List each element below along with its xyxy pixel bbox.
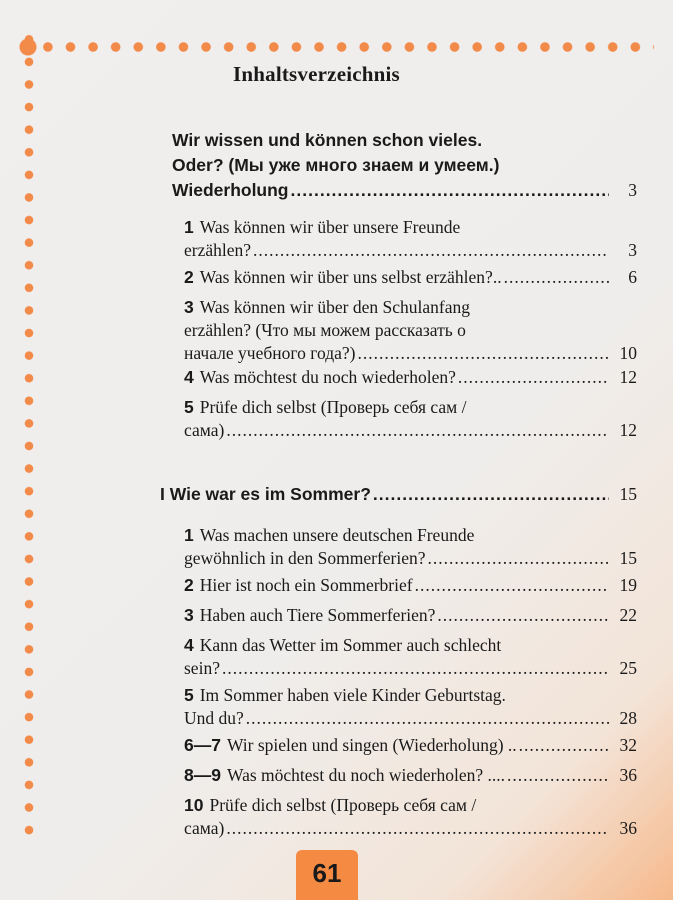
toc-line bbox=[184, 764, 637, 787]
dot-leader bbox=[517, 734, 609, 757]
entry-number: 1 bbox=[184, 525, 194, 545]
toc-line-text: sein? bbox=[184, 658, 220, 678]
toc-page-number: 25 bbox=[619, 658, 637, 678]
toc-entry[interactable] bbox=[184, 604, 637, 627]
toc-line-text: Und du? bbox=[184, 708, 244, 728]
dot-leader bbox=[220, 657, 609, 680]
decorative-dot-border-left bbox=[22, 28, 36, 838]
toc-page-number: 12 bbox=[619, 367, 637, 387]
dot-leader bbox=[502, 266, 609, 289]
section-heading[interactable] bbox=[160, 482, 637, 507]
toc-entry[interactable] bbox=[184, 216, 637, 262]
toc-line bbox=[184, 342, 637, 365]
toc-entry[interactable] bbox=[184, 764, 637, 787]
toc-line-text: Wiederholung bbox=[172, 180, 289, 200]
page-number: 61 bbox=[296, 850, 358, 900]
toc-line bbox=[184, 634, 637, 657]
toc-page-number: 36 bbox=[619, 818, 637, 838]
toc-page-number: 19 bbox=[619, 575, 637, 595]
toc-entry[interactable] bbox=[184, 266, 637, 289]
toc-line-text: Was machen unsere deutschen Freunde bbox=[199, 525, 475, 545]
toc-line-text: Was möchtest du noch wiederholen? bbox=[199, 367, 456, 387]
toc-line-text: Prüfe dich selbst (Проверь себя сам / bbox=[209, 795, 477, 815]
toc-page-number: 22 bbox=[619, 605, 637, 625]
toc-line bbox=[184, 657, 637, 680]
toc-line-text: Wir spielen und singen (Wiederholung) .. bbox=[226, 735, 517, 755]
toc-entry[interactable] bbox=[184, 296, 637, 365]
toc-line bbox=[184, 366, 637, 389]
toc-line-text: сама) bbox=[184, 818, 225, 838]
toc-line bbox=[184, 239, 637, 262]
dot-leader bbox=[413, 574, 609, 597]
entry-number: 8—9 bbox=[184, 765, 221, 785]
section-heading[interactable] bbox=[172, 128, 637, 203]
toc-line-text: Oder? (Мы уже много знаем и умеем.) bbox=[172, 155, 500, 175]
entry-number: 4 bbox=[184, 367, 194, 387]
dot-leader bbox=[371, 482, 609, 507]
toc-line-text: начале учебного года?) bbox=[184, 343, 356, 363]
toc-line bbox=[184, 604, 637, 627]
toc-entry[interactable] bbox=[184, 366, 637, 389]
decorative-corner-dot bbox=[16, 35, 40, 59]
toc-line bbox=[160, 482, 637, 507]
toc-line bbox=[184, 319, 637, 342]
dot-leader bbox=[435, 604, 609, 627]
dot-leader bbox=[244, 707, 609, 730]
dot-leader bbox=[505, 764, 609, 787]
toc-page-number: 15 bbox=[619, 548, 637, 568]
dot-leader bbox=[251, 239, 609, 262]
toc-line bbox=[184, 684, 637, 707]
dot-leader bbox=[289, 178, 609, 203]
toc-entry[interactable] bbox=[184, 396, 637, 442]
toc-page-number: 6 bbox=[628, 267, 637, 287]
toc-line bbox=[184, 396, 637, 419]
toc-line-text: сама) bbox=[184, 420, 225, 440]
toc-entry[interactable] bbox=[184, 524, 637, 570]
toc-page-number: 12 bbox=[619, 420, 637, 440]
entry-number: 2 bbox=[184, 575, 194, 595]
dot-leader bbox=[426, 547, 609, 570]
toc-line bbox=[184, 216, 637, 239]
entry-number: 10 bbox=[184, 795, 204, 815]
toc-line-text: erzählen? (Что мы можем рассказать о bbox=[184, 320, 466, 340]
entry-number: 3 bbox=[184, 605, 194, 625]
dot-leader bbox=[456, 366, 609, 389]
toc-page-number: 15 bbox=[619, 484, 637, 504]
toc-line-text: gewöhnlich in den Sommerferien? bbox=[184, 548, 426, 568]
toc-line bbox=[184, 734, 637, 757]
dot-leader bbox=[356, 342, 610, 365]
toc-line bbox=[172, 178, 637, 203]
toc-line-text: Kann das Wetter im Sommer auch schlecht bbox=[199, 635, 502, 655]
toc-line bbox=[184, 574, 637, 597]
toc-page-number: 36 bbox=[619, 765, 637, 785]
entry-number: 1 bbox=[184, 217, 194, 237]
toc-line bbox=[172, 128, 637, 153]
toc-line-text: Im Sommer haben viele Kinder Geburtstag. bbox=[199, 685, 506, 705]
toc-line bbox=[184, 266, 637, 289]
toc-entry[interactable] bbox=[184, 684, 637, 730]
toc-line bbox=[184, 296, 637, 319]
toc-line bbox=[184, 547, 637, 570]
toc-line-text: Haben auch Tiere Sommerferien? bbox=[199, 605, 436, 625]
toc-entry[interactable] bbox=[184, 574, 637, 597]
toc-page-number: 3 bbox=[628, 180, 637, 200]
toc-line bbox=[172, 153, 637, 178]
toc-line-text: Was möchtest du noch wiederholen? .... bbox=[226, 765, 505, 785]
entry-number: 3 bbox=[184, 297, 194, 317]
entry-number: 5 bbox=[184, 397, 194, 417]
decorative-dot-border-top bbox=[14, 40, 654, 54]
dot-leader bbox=[224, 419, 609, 442]
dot-leader bbox=[224, 817, 609, 840]
toc-line-text: Was können wir über unsere Freunde bbox=[199, 217, 461, 237]
toc-line bbox=[184, 707, 637, 730]
toc-entry[interactable] bbox=[184, 634, 637, 680]
toc-line-text: I Wie war es im Sommer? bbox=[160, 484, 371, 504]
toc-entry[interactable] bbox=[184, 734, 637, 757]
toc-line-text: Was können wir über uns selbst erzählen?.. bbox=[199, 267, 502, 287]
toc-line-text: Prüfe dich selbst (Проверь себя сам / bbox=[199, 397, 467, 417]
page-title: Inhaltsverzeichnis bbox=[233, 62, 400, 86]
entry-number: 5 bbox=[184, 685, 194, 705]
toc-page-number: 3 bbox=[628, 240, 637, 260]
entry-number: 2 bbox=[184, 267, 194, 287]
toc-line-text: erzählen? bbox=[184, 240, 252, 260]
toc-line bbox=[184, 817, 637, 840]
toc-page-number: 28 bbox=[619, 708, 637, 728]
toc-page-number: 10 bbox=[619, 343, 637, 363]
toc-line-text: Wir wissen und können schon vieles. bbox=[172, 130, 483, 150]
entry-number: 6—7 bbox=[184, 735, 221, 755]
toc-entry[interactable] bbox=[184, 794, 637, 840]
toc-line-text: Was können wir über den Schulanfang bbox=[199, 297, 470, 317]
toc-line bbox=[184, 419, 637, 442]
toc-line bbox=[184, 524, 637, 547]
toc-line bbox=[184, 794, 637, 817]
toc-line-text: Hier ist noch ein Sommerbrief bbox=[199, 575, 413, 595]
toc-page-number: 32 bbox=[619, 735, 637, 755]
entry-number: 4 bbox=[184, 635, 194, 655]
